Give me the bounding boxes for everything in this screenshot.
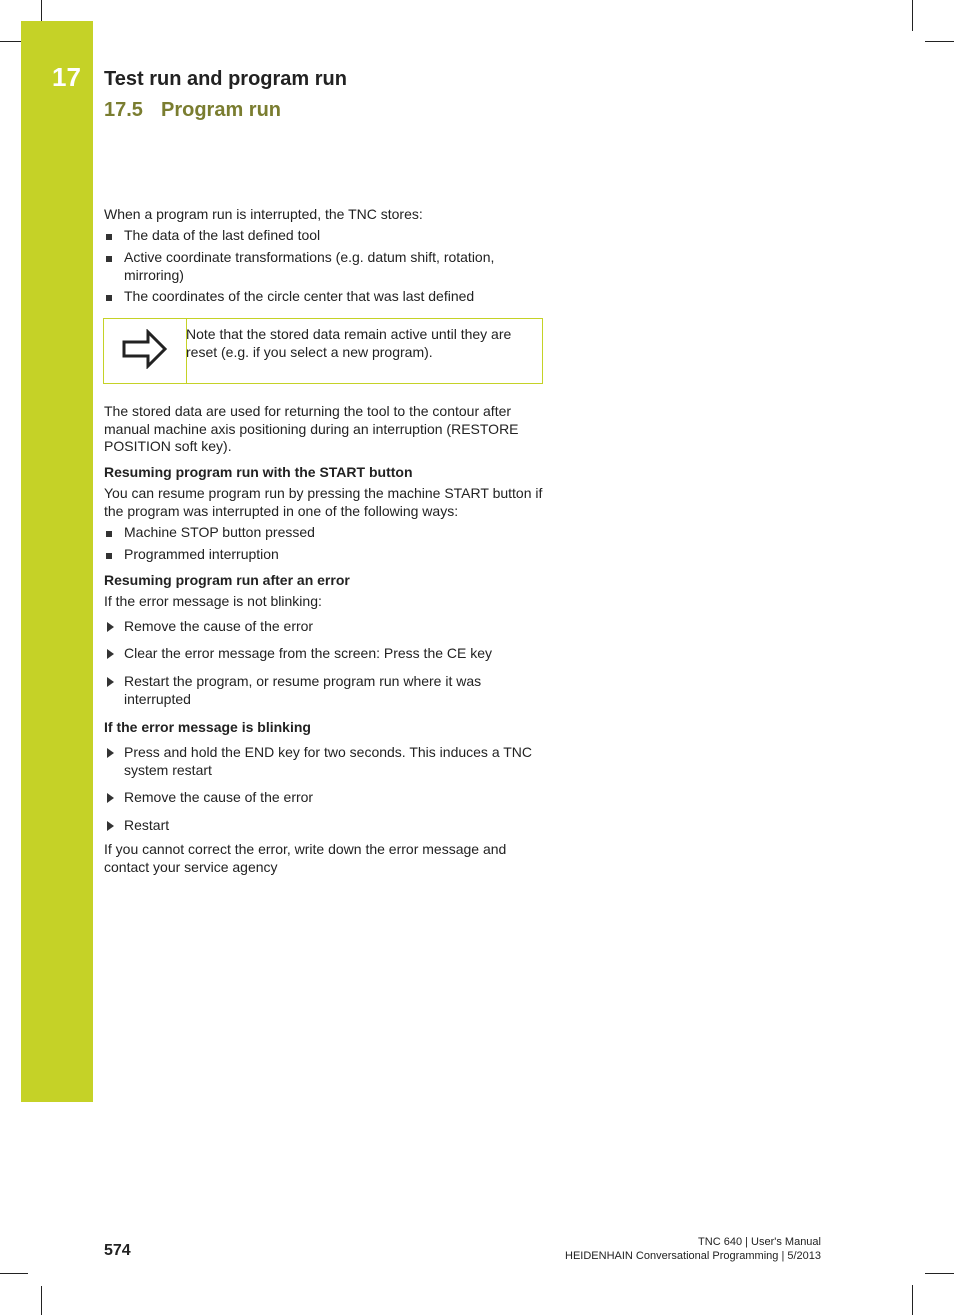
step-item: Remove the cause of the error — [124, 618, 314, 634]
resume-error-heading: Resuming program run after an error — [104, 572, 350, 588]
list-item: Machine STOP button pressed — [124, 524, 315, 540]
step-arrow-icon — [107, 622, 114, 632]
list-item: The data of the last defined tool — [124, 227, 321, 243]
step-arrow-icon — [107, 748, 114, 758]
page-number: 574 — [104, 1242, 131, 1259]
step-arrow-icon — [107, 821, 114, 831]
restore-paragraph: The stored data are used for returning the tool to the contour after manual machine axis positioning during an interruption (RESTORE POSITION soft key). — [104, 403, 519, 454]
footer-line: TNC 640 | User's Manual — [698, 1236, 821, 1248]
list-item: The coordinates of the circle center that was last defined — [124, 288, 475, 304]
crop-mark — [912, 1285, 913, 1315]
bullet-icon — [106, 295, 112, 301]
step-arrow-icon — [107, 793, 114, 803]
chapter-sidebar — [21, 21, 93, 1102]
resume-start-text: You can resume program run by pressing the machine START button if the program was interrupted in one of the following ways: — [104, 485, 543, 519]
crop-mark — [925, 41, 954, 42]
step-item: Restart the program, or resume program run where it was interrupted — [124, 673, 482, 707]
step-item: Clear the error message from the screen: Press the CE key — [124, 645, 493, 661]
bullet-icon — [106, 234, 112, 240]
bullet-icon — [106, 531, 112, 537]
arrow-right-icon — [122, 329, 168, 369]
resume-error-text: If the error message is not blinking: — [104, 593, 322, 609]
closing-text: If you cannot correct the error, write down the error message and contact your service agency — [104, 841, 507, 875]
chapter-title: Test run and program run — [104, 68, 347, 90]
section-number: 17.5 — [104, 99, 143, 121]
step-item: Remove the cause of the error — [124, 789, 314, 805]
section-title — [104, 99, 281, 122]
step-item: Press and hold the END key for two seconds. This induces a TNC system restart — [124, 744, 533, 778]
blinking-heading: If the error message is blinking — [104, 719, 311, 735]
crop-mark — [925, 1273, 954, 1274]
crop-mark — [41, 0, 42, 21]
step-arrow-icon — [107, 677, 114, 687]
section-name: Program run — [161, 99, 282, 121]
intro-text: When a program run is interrupted, the TNC stores: — [104, 206, 423, 222]
list-item: Programmed interruption — [124, 546, 279, 562]
bullet-icon — [106, 553, 112, 559]
resume-start-heading: Resuming program run with the START button — [104, 464, 413, 480]
step-arrow-icon — [107, 649, 114, 659]
step-item: Restart — [124, 817, 170, 833]
crop-mark — [41, 1286, 42, 1315]
chapter-number: 17 — [52, 62, 81, 92]
list-item: Active coordinate transformations (e.g. datum shift, rotation, mirroring) — [124, 249, 495, 283]
footer — [565, 1235, 821, 1263]
footer-line: HEIDENHAIN Conversational Programming | 5/2013 — [565, 1250, 821, 1262]
crop-mark — [0, 1273, 28, 1274]
crop-mark — [0, 41, 21, 42]
bullet-icon — [106, 256, 112, 262]
note-text: Note that the stored data remain active until they are reset (e.g. if you select a new program). — [186, 326, 512, 360]
crop-mark — [912, 0, 913, 31]
